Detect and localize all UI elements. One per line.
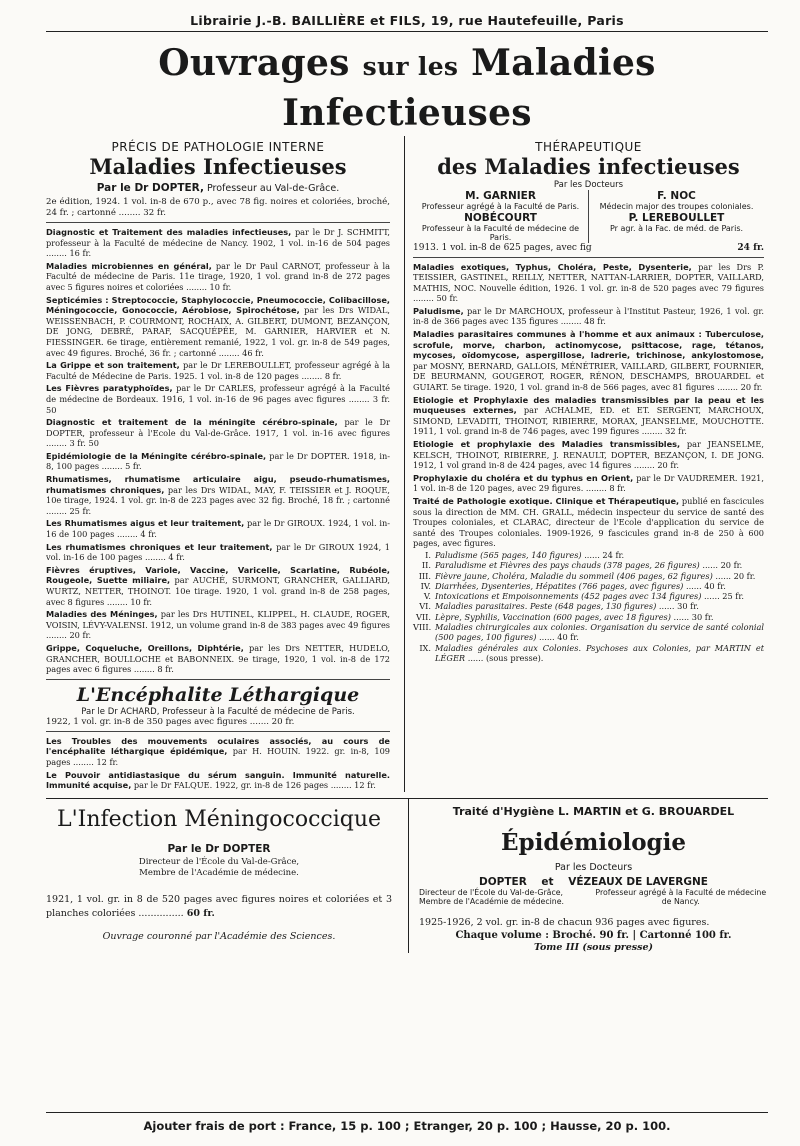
epidemio-by: Par les Docteurs bbox=[554, 861, 633, 873]
tome-number: VI. bbox=[419, 601, 431, 612]
tome-item bbox=[413, 550, 764, 560]
shipping-footer: Ajouter frais de port : France, 15 p. 100 ; Etranger, 20 p. 100 ; Hausse, 20 p. 100. bbox=[46, 1112, 768, 1138]
entry-title: Le Pouvoir antidiastasique du sérum sanguin. Immunité naturelle. Immunité acquise, bbox=[46, 769, 390, 791]
tome-number: VIII. bbox=[413, 622, 432, 633]
tome-price: 24 fr. bbox=[602, 549, 625, 560]
tome-number: VII. bbox=[416, 611, 431, 622]
tome-price: 40 fr. bbox=[704, 580, 726, 591]
right-detail-price: 24 fr. bbox=[737, 242, 764, 253]
book-entry: La Grippe et son traitement, par le Dr LEREBOULLET, professeur agrégé à la Faculté de Médecine de Paris. 1925. 1 vol. in-8 de 120 pages ........ 8 fr. bbox=[46, 360, 390, 381]
entry-text: par le Dr Paul CARNOT, professeur à la Faculté de médecine de Paris. 11e tirage, 1920, 1 vol. grand in-8 de 272 pages avec 5 figures noires et coloriées bbox=[46, 260, 391, 292]
tome-text-wrap: Fièvre jaune, Choléra, Maladie du sommeil (406 pages, 62 figures) ...... 20 fr. bbox=[435, 570, 756, 581]
tome-price: 30 fr. bbox=[677, 601, 699, 612]
entry-text: par le Dr GIROUX. 1924, 1 vol. in-16 de 100 pages bbox=[46, 518, 391, 540]
entry-title: Maladies exotiques, Typhus, Choléra, Peste, Dysenterie, bbox=[413, 261, 692, 272]
entry-price: 25 fr. bbox=[69, 505, 92, 516]
author-role: Professeur au Val-de-Grâce. bbox=[206, 183, 340, 194]
traite-entry bbox=[413, 495, 764, 550]
entry-price: 8 fr. bbox=[324, 370, 342, 381]
tome-price: 20 fr. bbox=[720, 560, 743, 571]
entry-text: par le Dr VAUDREMER. 1921, 1 vol. in-8 de 120 pages, avec 29 figures. bbox=[413, 472, 764, 494]
tome-item bbox=[413, 591, 764, 601]
tome-text: Fièvre jaune, Choléra, Maladie du sommeil (406 pages, 62 figures) bbox=[435, 570, 713, 581]
publisher-header: Librairie J.-B. BAILLIÈRE et FILS, 19, rue Hautefeuille, Paris bbox=[46, 10, 768, 32]
traite-title: Traité de Pathologie exotique. Clinique et Thérapeutique, bbox=[413, 495, 680, 506]
encephalite-price: 20 fr. bbox=[271, 716, 295, 727]
tome-text-wrap: Paludisme (565 pages, 140 figures) ...... 24 fr. bbox=[435, 549, 625, 560]
tome-text: Paraludisme et Fièvres des pays chauds (378 pages, 26 figures) bbox=[435, 560, 700, 571]
tome-price: 40 fr. bbox=[557, 632, 579, 643]
main-title-part1: Ouvrages bbox=[158, 42, 350, 84]
tome-text-wrap: Intoxications et Empoisonnements (452 pages avec 134 figures) ...... 25 fr. bbox=[435, 591, 744, 602]
entry-price: 10 fr. bbox=[130, 596, 152, 607]
entry-price: 32 fr. bbox=[665, 426, 687, 437]
tome-price: (sous presse). bbox=[485, 652, 544, 663]
author-noc: F. NOC bbox=[657, 190, 696, 202]
tome-text: Intoxications et Empoisonnements (452 pages avec 134 figures) bbox=[435, 591, 702, 602]
entry-title: Les Fièvres paratyphoïdes, bbox=[46, 383, 173, 394]
encephalite-title: L'Encéphalite Léthargique bbox=[76, 683, 360, 706]
hygiene-series: Traité d'Hygiène L. MARTIN et G. BROUARDEL bbox=[452, 804, 735, 818]
book-entry: Etiologie et prophylaxie des Maladies transmissibles, par JEANSELME, KELSCH, THOINOT, RIBIERRE, J. RENAULT, DOPTER, BEZANÇON, I. DE JONG. 1912, 1 vol grand in-8 de 424 pages, avec 14 figures ........ 20 fr. bbox=[413, 439, 764, 471]
entry-price: 8 fr. bbox=[609, 483, 626, 494]
book-entry: Grippe, Coqueluche, Oreillons, Diphtérie, par les Drs NETTER, HUDELO, GRANCHER, BOULLOCHE et BABONNEIX. 9e tirage, 1920, 1 vol. in-8 de 172 pages avec 6 figures ........ 8 fr. bbox=[46, 642, 390, 675]
author-nobecourt-role: Professeur à la Faculté de médecine de Paris. bbox=[421, 223, 580, 242]
entry-title: Rhumatismes, rhumatisme articulaire aigu, pseudo-rhumatismes, rhumatismes chroniques, bbox=[46, 474, 390, 495]
book-entry: Maladies exotiques, Typhus, Choléra, Peste, Dysenterie, par les Drs P. TEISSIER, GASTINEL, REILLY, NETTER, NATTAN-LARRIER, DOPTER, VAILLARD, MATHIS, NOC. Nouvelle édition, 1926. 1 vol. gr. in-8 de 520 pages avec 79 figures ........ 50 fr. bbox=[413, 261, 765, 304]
author-garnier-role: Professeur agrégé à la Faculté de Paris. bbox=[421, 202, 580, 211]
tome-number: I. bbox=[425, 549, 431, 560]
right-book-authors bbox=[413, 190, 764, 243]
meningo-role-1: Directeur de l'École du Val-de-Grâce, bbox=[138, 856, 300, 867]
book-entry: Les Troubles des mouvements oculaires associés, au cours de l'encéphalite léthargique épidémique, par H. HOUIN. 1922. gr. in-8, 109 pages ........ 12 fr. bbox=[46, 735, 390, 767]
entry-title: Diagnostic et Traitement des maladies infectieuses, bbox=[46, 227, 292, 237]
book-entry: Diagnostic et traitement de la méningite cérébro-spinale, par le Dr DOPTER, professeur à l'Ecole du Val-de-Grâce. 1917, 1 vol. in-16 avec figures ........ 3 fr. 50 bbox=[46, 417, 390, 449]
entry-price: 3 fr. 50 bbox=[46, 393, 390, 415]
book-entry: Diagnostic et Traitement des maladies infectieuses, par le Dr J. SCHMITT, professeur à la Faculté de médecine de Nancy. 1902, 1 vol. in-16 de 504 pages ........ 16 fr. bbox=[46, 227, 390, 259]
entry-title: Maladies microbiennes en général, bbox=[46, 260, 212, 271]
book-entry: Le Pouvoir antidiastasique du sérum sanguin. Immunité naturelle. Immunité acquise, par le Dr FALQUE. 1922, gr. in-8 de 126 pages ........ 12 fr. bbox=[46, 769, 390, 791]
meningo-price: 60 fr. bbox=[186, 907, 215, 919]
left-book-edition: 2e édition, 1924. 1 vol. in-8 de 670 p., avec 78 fig. noires et coloriées, broché, 24 fr. ; cartonné ........ 32 fr. bbox=[46, 197, 390, 218]
catalog-page bbox=[46, 10, 768, 1138]
main-title-part2: sur les bbox=[362, 52, 459, 81]
epidemio-author-2: VÉZEAUX DE LAVERGNE bbox=[568, 875, 708, 888]
entry-price: 48 fr. bbox=[584, 316, 606, 327]
entry-price: 5 fr. bbox=[125, 461, 142, 472]
author-nobecourt: NOBÉCOURT bbox=[464, 211, 537, 224]
author-garnier: M. GARNIER bbox=[465, 190, 536, 202]
tome-list bbox=[413, 550, 764, 663]
entry-text: par ACHALME, ED. et ET. SERGENT, MARCHOUX, SIMOND, LEVADITI, THOINOT, RIBIERRE, MORAX, JEANSELME, MOUCHOTTE. 1911, 1 vol. grand in-8 de 746 pages, avec 199 figures bbox=[413, 405, 764, 437]
book-entry: Epidémiologie de la Méningite cérébro-spinale, par le Dr DOPTER. 1918, in-8, 100 pages ........ 5 fr. bbox=[46, 450, 390, 472]
entry-text: par JEANSELME, KELSCH, THOINOT, RIBIERRE, J. RENAULT, DOPTER, BEZANÇON, I. DE JONG. 1912, 1 vol grand in-8 de 424 pages, avec 14 figures bbox=[413, 439, 764, 471]
left-entry-list bbox=[46, 226, 390, 676]
tome-text: Maladies générales aux Colonies. Psychoses aux Colonies, par MARTIN et LÉGER bbox=[435, 642, 764, 663]
entry-text: par H. HOUIN. 1922. gr. in-8, 109 pages bbox=[46, 746, 390, 767]
entry-title: Prophylaxie du choléra et du typhus en Orient, bbox=[413, 472, 634, 483]
main-columns bbox=[46, 136, 768, 792]
tome-text: Paludisme (565 pages, 140 figures) bbox=[435, 549, 582, 560]
entry-price: 50 fr. bbox=[436, 293, 459, 304]
tome-number: II. bbox=[421, 560, 431, 571]
meningo-role-2: Membre de l'Académie de médecine. bbox=[139, 867, 299, 878]
meningo-title: L'Infection Méningococcique bbox=[56, 806, 382, 832]
entry-text: par le Dr FALQUE. 1922, gr. in-8 de 126 pages bbox=[133, 780, 329, 791]
book-entry: Prophylaxie du choléra et du typhus en Orient, par le Dr VAUDREMER. 1921, 1 vol. in-8 de 120 pages, avec 29 figures. ........ 8 fr. bbox=[413, 472, 764, 494]
entry-price: 10 fr. bbox=[209, 281, 232, 292]
entry-price: 12 fr. bbox=[96, 756, 119, 767]
encephalite-detail: 1922, 1 vol. gr. in-8 de 350 pages avec figures ....... 20 fr. bbox=[46, 716, 295, 727]
book-entry: Rhumatismes, rhumatisme articulaire aigu, pseudo-rhumatismes, rhumatismes chroniques, par les Drs WIDAL, MAY, F. TEISSIER et J. ROQUE, 10e tirage, 1924. 1 vol. gr. in-8 de 223 pages avec 32 fig. Broché, 18 fr. ; cartonné ........ 25 fr. bbox=[46, 474, 390, 516]
entry-title: Fièvres éruptives, Variole, Vaccine, Varicelle, Scarlatine, Rubéole, Rougeole, Suette miliaire, bbox=[46, 564, 390, 586]
tome-item bbox=[413, 643, 764, 664]
edition-price: 32 fr. bbox=[143, 208, 167, 218]
entry-title: Grippe, Coqueluche, Oreillons, Diphtérie, bbox=[46, 642, 244, 653]
main-title bbox=[46, 40, 768, 136]
entry-price: 12 fr. bbox=[354, 780, 376, 791]
book-entry: Etiologie et Prophylaxie des maladies transmissibles par la peau et les muqueuses externes, par ACHALME, ED. et ET. SERGENT, MARCHOUX, SIMOND, LEVADITI, THOINOT, RIBIERRE, MORAX, JEANSELME, MOUCHOTTE. 1911, 1 vol. grand in-8 de 746 pages, avec 199 figures ........ 32 fr. bbox=[413, 394, 764, 437]
tome-text-wrap: Paraludisme et Fièvres des pays chauds (378 pages, 26 figures) ...... 20 fr. bbox=[435, 560, 743, 571]
tome-text-wrap: Maladies générales aux Colonies. Psychoses aux Colonies, par MARTIN et LÉGER ...... (sous presse). bbox=[435, 642, 764, 663]
entry-title: Diagnostic et traitement de la méningite cérébro-spinale, bbox=[46, 417, 338, 428]
entry-text: par les Drs HUTINEL, KLIPPEL, H. CLAUDE, ROGER, VOISIN, LÉVY-VALENSI. 1912, un volume grand in-8 de 383 pages avec 49 figures bbox=[46, 609, 390, 630]
entry-price: 4 fr. bbox=[140, 529, 157, 540]
entry-text: par les Drs WIDAL, WEISSENBACH, P. COURMONT, ROCHAIX, A. GILBERT, DUMONT, BEZANÇON, DE JONG, DEBRÉ, PARAF, SACQUÉPÉE, M. GARNIER, HARVIER et N. FIESSINGER. 6e tirage, entièrement remanié, 1922, 1 vol. gr. in-8 de 549 pages, avec 49 figures. Broché, 36 fr. ; cartonné bbox=[46, 305, 390, 358]
right-book-title: des Maladies infectieuses bbox=[437, 154, 740, 179]
right-column bbox=[404, 136, 764, 792]
tome-number: IX. bbox=[419, 642, 431, 653]
tome-text-wrap: Diarrhées, Dysenteries, Hépatites (766 pages, avec figures) ...... 40 fr. bbox=[435, 580, 726, 591]
left-book-title: Maladies Infectieuses bbox=[89, 154, 347, 179]
entry-price: 8 fr. bbox=[157, 664, 174, 675]
entry-text: par le Dr DOPTER, professeur à l'Ecole du Val-de-Grâce. 1917, 1 vol. in-16 avec figures bbox=[46, 417, 390, 438]
entry-price: 3 fr. 50 bbox=[69, 438, 99, 449]
entry-title: Epidémiologie de la Méningite cérébro-spinale, bbox=[46, 450, 267, 461]
tome-text-wrap: Maladies parasitaires. Peste (648 pages, 130 figures) ...... 30 fr. bbox=[435, 601, 699, 612]
epidemio-detail: 1925-1926, 2 vol. gr. in-8 de chacun 936 pages avec figures. bbox=[419, 916, 710, 928]
precis-heading: PRÉCIS DE PATHOLOGIE INTERNE bbox=[111, 140, 325, 154]
tome-number: IV. bbox=[420, 580, 431, 591]
entry-text: par le Dr CARLES, professeur agrégé à la Faculté de médecine de Bordeaux. 1916, 1 vol. in-16 de 96 pages avec figures bbox=[46, 383, 390, 404]
encephalite-entry-list bbox=[46, 735, 390, 792]
tome-text: Diarrhées, Dysenteries, Hépatites (766 pages, avec figures) bbox=[435, 580, 684, 591]
meningo-detail-text: 1921, 1 vol. gr. in 8 de 520 pages avec figures noires et coloriées et 3 planches coloriées bbox=[46, 893, 392, 919]
epidemio-price: Chaque volume : Broché. 90 fr. | Cartonné 100 fr. bbox=[455, 929, 732, 941]
entry-title: Maladies des Méninges, bbox=[46, 609, 158, 620]
meningo-author bbox=[46, 843, 392, 855]
book-entry: Les Rhumatismes aigus et leur traitement, par le Dr GIROUX. 1924, 1 vol. in-16 de 100 pages ........ 4 fr. bbox=[46, 518, 391, 540]
tome-number: III. bbox=[418, 570, 431, 581]
entry-price: 20 fr. bbox=[69, 630, 92, 641]
meningococcique-block bbox=[46, 799, 398, 953]
entry-title: Maladies parasitaires communes à l'homme et aux animaux : Tuberculose, scrofule, morve, charbon, actinomycose, psittacose, rage, tétanos, mycoses, oïdomycose, aspergillose, ladrerie, trichinose, ankylostomose, bbox=[413, 329, 764, 361]
tome-item bbox=[413, 601, 764, 611]
epidemiologie-block bbox=[408, 799, 768, 953]
entry-text: par MOSNY, BERNARD, GALLOIS, MÉNÉTRIER, VAILLARD, GILBERT, FOURNIER, DE BEURMANN, GOUGEROT, ROGER, RÉNON, DESCHAMPS, BROUARDEL et GUIART. 5e tirage. 1920, 1 vol. grand in-8 de 566 pages, avec 81 figures bbox=[413, 360, 764, 393]
authors-left bbox=[413, 190, 588, 243]
tome-price: 20 fr. bbox=[733, 570, 756, 581]
right-book-detail bbox=[413, 243, 764, 254]
tome-text-wrap: Maladies chirurgicales aux colonies. Organisation du service de santé colonial (500 pages, 100 figures) ...... 40 fr. bbox=[435, 622, 764, 643]
epidemio-role-1: Directeur de l'École du Val-de-Grâce, Membre de l'Académie de médecine. bbox=[419, 887, 564, 906]
tome-item bbox=[413, 612, 764, 622]
entry-title: Etiologie et prophylaxie des Maladies transmissibles, bbox=[413, 439, 681, 449]
entry-text: par le Dr J. SCHMITT, professeur à la Faculté de médecine de Nancy. 1902, 1 vol. in-16 de 504 pages bbox=[46, 227, 390, 248]
meningo-author-name: Par le Dr DOPTER bbox=[167, 842, 271, 855]
tome-item bbox=[413, 581, 764, 591]
main-title-part3: Maladies Infectieuses bbox=[282, 42, 656, 134]
book-entry: Maladies microbiennes en général, par le Dr Paul CARNOT, professeur à la Faculté de médecine de Paris. 11e tirage, 1920, 1 vol. grand in-8 de 272 pages avec 5 figures noires et coloriées ........ 10 fr. bbox=[46, 260, 391, 292]
entry-price: 20 fr. bbox=[657, 460, 679, 471]
tome-text: Maladies chirurgicales aux colonies. Organisation du service de santé colonial (500 pages, 100 figures) bbox=[435, 622, 764, 643]
book-entry: Fièvres éruptives, Variole, Vaccine, Varicelle, Scarlatine, Rubéole, Rougeole, Suette miliaire, par AUCHÉ, SURMONT, GRANCHER, GALLIARD, WURTZ, NETTER, THOINOT. 10e tirage. 1920, 1 vol. grand in-8 de 258 pages, avec 8 figures ........ 10 fr. bbox=[46, 564, 390, 607]
author-lereboullet-role: Pr agr. à la Fac. de méd. de Paris. bbox=[609, 223, 744, 233]
entry-price: 46 fr. bbox=[242, 347, 264, 358]
author-name: Par le Dr DOPTER, bbox=[96, 182, 204, 194]
tome-item bbox=[413, 560, 764, 570]
epidemio-role-2: Professeur agrégé à la Faculté de médecine de Nancy. bbox=[595, 887, 767, 906]
epidemio-roles bbox=[419, 888, 768, 906]
traite-text: publié en fascicules sous la direction de MM. CH. GRALL, médecin inspecteur du service de santé des Troupes coloniales, et CLARAC, directeur de l'Ecole d'application du service de santé des Troupes coloniales. 1909-1926, 9 fascicules grand in-8 de 250 à 600 pages, avec figures. bbox=[413, 495, 764, 549]
entry-text: par les Drs WIDAL, MAY, F. TEISSIER et J. ROQUE, 10e tirage, 1924. 1 vol. gr. in-8 de 223 pages avec 32 fig. Broché, 18 fr. ; cartonné bbox=[46, 484, 390, 506]
edition-text: 2e édition, 1924. 1 vol. in-8 de 670 p., avec 78 fig. noires et coloriées, broché, 24 fr. ; cartonné bbox=[46, 197, 390, 218]
tome-item bbox=[413, 571, 764, 581]
tome-text: Maladies parasitaires. Peste (648 pages, 130 figures) bbox=[435, 601, 657, 612]
meningo-detail: 1921, 1 vol. gr. in 8 de 520 pages avec figures noires et coloriées et 3 planches coloriées ............... 60 fr. bbox=[46, 893, 392, 919]
epidemio-tome: Tome III (sous presse) bbox=[533, 941, 654, 953]
bottom-section bbox=[46, 798, 768, 953]
meningo-award: Ouvrage couronné par l'Académie des Sciences. bbox=[102, 930, 336, 942]
entry-text: par AUCHÉ, SURMONT, GRANCHER, GALLIARD, WURTZ, NETTER, THOINOT. 10e tirage. 1920, 1 vol. grand in-8 de 258 pages, avec 8 figures bbox=[46, 575, 390, 607]
authors-right bbox=[588, 190, 764, 243]
entry-text: par les Drs P. TEISSIER, GASTINEL, REILLY, NETTER, NATTAN-LARRIER, DOPTER, VAILLARD, MATHIS, NOC. Nouvelle édition, 1926. 1 vol. gr. in-8 de 520 pages avec 79 figures bbox=[413, 261, 765, 293]
entry-price: 4 fr. bbox=[168, 552, 185, 563]
tome-number: V. bbox=[423, 591, 431, 602]
book-entry: Les rhumatismes chroniques et leur traitement, par le Dr GIROUX 1924, 1 vol. in-16 de 100 pages ........ 4 fr. bbox=[46, 541, 390, 563]
right-detail-text: 1913. 1 vol. in-8 de 625 pages, avec fig bbox=[413, 242, 592, 253]
book-entry: Paludisme, par le Dr MARCHOUX, professeur à l'Institut Pasteur, 1926, 1 vol. gr. in-8 de 366 pages avec 135 figures ........ 48 fr. bbox=[413, 305, 764, 327]
entry-title: Les Rhumatismes aigus et leur traitement, bbox=[46, 518, 245, 529]
author-lereboullet: P. LEREBOULLET bbox=[628, 211, 725, 224]
left-book-author bbox=[46, 182, 390, 194]
right-entry-list bbox=[413, 261, 764, 495]
entry-text: par le Dr DOPTER. 1918, in-8, 100 pages bbox=[46, 450, 390, 472]
book-entry: Septicémies : Streptococcie, Staphylococcie, Pneumococcie, Colibacillose, Méningococcie, Gonococcie, Aérobiose, Spirochétose, par les Drs WIDAL, WEISSENBACH, P. COURMONT, ROCHAIX, A. GILBERT, DUMONT, BEZANÇON, DE JONG, DEBRÉ, PARAF, SACQUÉPÉE, M. GARNIER, HARVIER et N. FIESSINGER. 6e tirage, entièrement remanié, 1922, 1 vol. gr. in-8 de 549 pages, avec 49 figures. Broché, 36 fr. ; cartonné ........ 46 fr. bbox=[46, 294, 390, 358]
tome-price: 25 fr. bbox=[722, 591, 744, 602]
entry-title: Etiologie et Prophylaxie des maladies transmissibles par la peau et les muqueuses externes, bbox=[413, 394, 764, 416]
entry-title: Septicémies : Streptococcie, Staphylococcie, Pneumococcie, Colibacillose, Méningococcie, Gonococcie, Aérobiose, Spirochétose, bbox=[46, 294, 390, 316]
entry-text: par le Dr GIROUX 1924, 1 vol. in-16 de 100 pages bbox=[46, 541, 390, 563]
tome-item bbox=[413, 622, 764, 643]
epidemio-and: et bbox=[541, 875, 554, 888]
author-noc-role: Médecin major des troupes coloniales. bbox=[599, 202, 754, 211]
book-entry: Maladies parasitaires communes à l'homme et aux animaux : Tuberculose, scrofule, morve, charbon, actinomycose, psittacose, rage, tétanos, mycoses, oïdomycose, aspergillose, ladrerie, trichinose, ankylostomose, par MOSNY, BERNARD, GALLOIS, MÉNÉTRIER, VAILLARD, GILBERT, FOURNIER, DE BEURMANN, GOUGEROT, ROGER, RÉNON, DESCHAMPS, BROUARDEL et GUIART. 5e tirage. 1920, 1 vol. grand in-8 de 566 pages, avec 81 figures ........ 20 fr. bbox=[413, 329, 764, 393]
entry-title: Les rhumatismes chroniques et leur traitement, bbox=[46, 541, 273, 552]
entry-title: Paludisme, bbox=[413, 305, 464, 316]
tome-text: Lèpre, Syphilis, Vaccination (600 pages, avec 18 figures) bbox=[435, 611, 671, 622]
entry-text: par les Drs NETTER, HUDELO, GRANCHER, BOULLOCHE et BABONNEIX. 9e tirage, 1920, 1 vol. in-8 de 172 pages avec 6 figures bbox=[46, 642, 390, 675]
left-column bbox=[46, 136, 396, 792]
epidemio-authors bbox=[419, 876, 768, 888]
epidemio-author-1: DOPTER bbox=[479, 875, 527, 888]
therapeutique-heading: THÉRAPEUTIQUE bbox=[535, 140, 642, 154]
entry-title: Les Troubles des mouvements oculaires associés, au cours de l'encéphalite léthargique épidémique, bbox=[46, 735, 390, 757]
entry-price: 20 fr. bbox=[740, 382, 763, 393]
tome-text-wrap: Lèpre, Syphilis, Vaccination (600 pages, avec 18 figures) ...... 30 fr. bbox=[435, 611, 714, 622]
right-book-by: Par les Docteurs bbox=[553, 180, 624, 190]
book-entry: Les Fièvres paratyphoïdes, par le Dr CARLES, professeur agrégé à la Faculté de médecine de Bordeaux. 1916, 1 vol. in-16 de 96 pages avec figures ........ 3 fr. 50 bbox=[46, 383, 390, 415]
entry-text: par le Dr MARCHOUX, professeur à l'Institut Pasteur, 1926, 1 vol. gr. in-8 de 366 pages avec 135 figures bbox=[413, 305, 764, 327]
tome-price: 30 fr. bbox=[691, 611, 714, 622]
entry-title: La Grippe et son traitement, bbox=[46, 360, 180, 371]
book-entry: Maladies des Méninges, par les Drs HUTINEL, KLIPPEL, H. CLAUDE, ROGER, VOISIN, LÉVY-VALENSI. 1912, un volume grand in-8 de 383 pages avec 49 figures ........ 20 fr. bbox=[46, 609, 390, 641]
encephalite-author: Par le Dr ACHARD, Professeur à la Faculté de médecine de Paris. bbox=[81, 706, 355, 717]
encephalite-detail-text: 1922, 1 vol. gr. in-8 de 350 pages avec figures bbox=[46, 716, 248, 727]
entry-text: par le Dr LEREBOULLET, professeur agrégé à la Faculté de Médecine de Paris. 1925. 1 vol. in-8 de 120 pages bbox=[46, 360, 390, 381]
epidemio-title: Épidémiologie bbox=[500, 828, 686, 856]
entry-price: 16 fr. bbox=[69, 248, 92, 259]
